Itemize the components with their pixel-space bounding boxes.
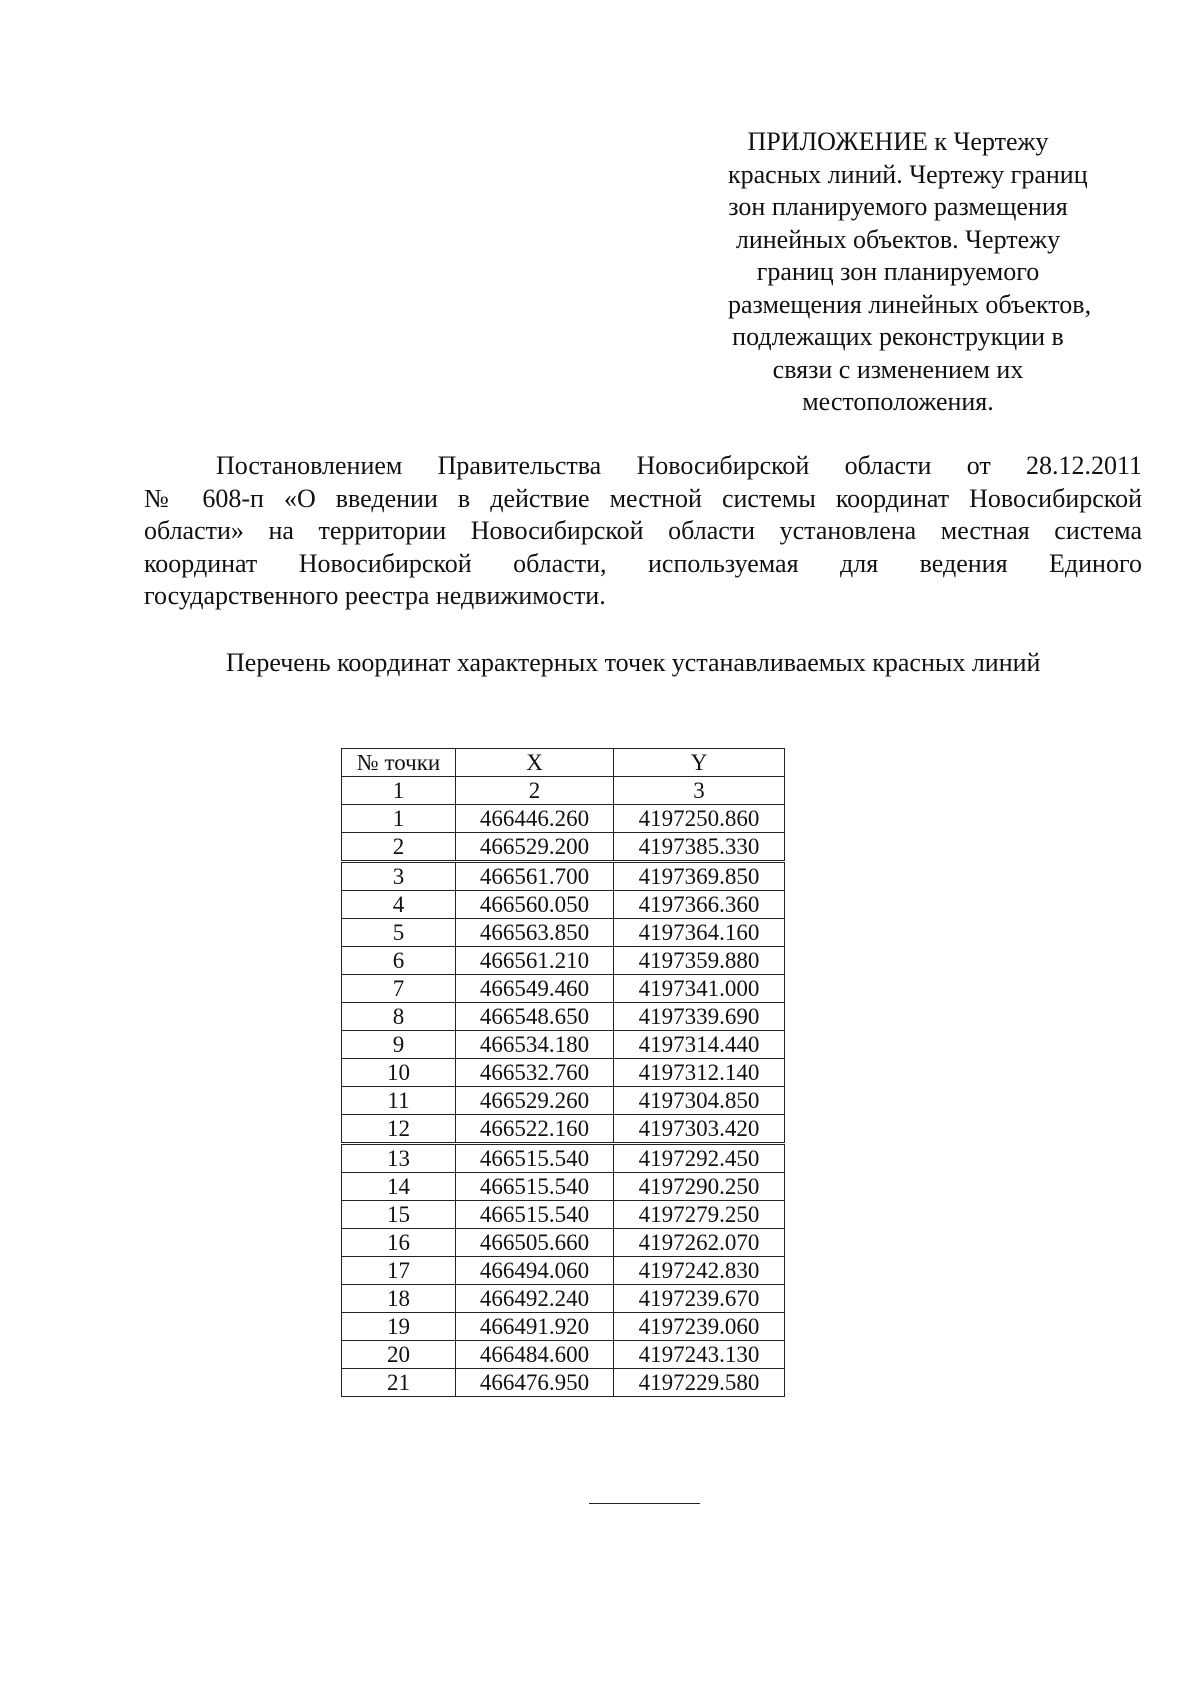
table-row	[342, 1059, 785, 1087]
x-coordinate-cell: 466492.240	[456, 1285, 614, 1313]
point-number-cell: 5	[342, 919, 456, 947]
appendix-line: зон планируемого размещения	[728, 192, 1068, 221]
point-number-cell: 3	[342, 862, 456, 891]
table-row	[342, 1369, 785, 1397]
point-number-cell: 19	[342, 1313, 456, 1341]
y-coordinate-cell: 4197385.330	[614, 833, 785, 862]
appendix-heading	[728, 126, 1092, 419]
x-coordinate-cell: 466563.850	[456, 919, 614, 947]
point-number-cell: 9	[342, 1031, 456, 1059]
coordinates-list-title: Перечень координат характерных точек устанавливаемых красных линий	[226, 648, 1041, 677]
y-coordinate-cell: 4197364.160	[614, 919, 785, 947]
body-paragraph	[144, 450, 1142, 613]
x-coordinate-cell: 466534.180	[456, 1031, 614, 1059]
table-row	[342, 1144, 785, 1173]
y-coordinate-cell: 4197242.830	[614, 1257, 785, 1285]
x-coordinate-cell: 466549.460	[456, 975, 614, 1003]
point-number-cell: 1	[342, 805, 456, 833]
coordinates-table	[341, 748, 785, 1397]
y-coordinate-cell: 4197292.450	[614, 1144, 785, 1173]
paragraph-line: № 608-п «О введении в действие местной системы координат Новосибирской	[144, 483, 1142, 513]
end-divider-line	[589, 1503, 700, 1504]
y-coordinate-cell: 4197229.580	[614, 1369, 785, 1397]
point-number-cell: 18	[342, 1285, 456, 1313]
y-coordinate-cell: 4197312.140	[614, 1059, 785, 1087]
point-number-cell: 4	[342, 891, 456, 919]
x-coordinate-cell: 466476.950	[456, 1369, 614, 1397]
table-row	[342, 1201, 785, 1229]
numbering-cell: 1	[342, 777, 456, 805]
appendix-line: красных линий. Чертежу границ	[728, 159, 1088, 189]
y-coordinate-cell: 4197250.860	[614, 805, 785, 833]
point-number-cell: 21	[342, 1369, 456, 1397]
appendix-line: подлежащих реконструкции в	[732, 322, 1064, 351]
x-coordinate-cell: 466515.540	[456, 1201, 614, 1229]
table-row	[342, 833, 785, 862]
table-row	[342, 1003, 785, 1031]
table-header-row	[342, 749, 785, 777]
x-coordinate-cell: 466529.260	[456, 1087, 614, 1115]
point-number-cell: 7	[342, 975, 456, 1003]
y-coordinate-cell: 4197314.440	[614, 1031, 785, 1059]
x-coordinate-cell: 466560.050	[456, 891, 614, 919]
appendix-line: границ зон планируемого	[756, 257, 1040, 286]
point-number-cell: 15	[342, 1201, 456, 1229]
numbering-cell: 2	[456, 777, 614, 805]
x-coordinate-cell: 466446.260	[456, 805, 614, 833]
table-row	[342, 1285, 785, 1313]
table-row	[342, 862, 785, 891]
table-row	[342, 1257, 785, 1285]
y-coordinate-cell: 4197339.690	[614, 1003, 785, 1031]
appendix-line: линейных объектов. Чертежу	[735, 224, 1061, 254]
paragraph-line: координат Новосибирской области, используемая для ведения Единого	[144, 548, 1142, 578]
y-coordinate-cell: 4197304.850	[614, 1087, 785, 1115]
x-coordinate-cell: 466529.200	[456, 833, 614, 862]
paragraph-line: Постановлением Правительства Новосибирской области от 28.12.2011	[216, 451, 1142, 480]
table-row	[342, 805, 785, 833]
table-row	[342, 947, 785, 975]
x-coordinate-cell: 466491.920	[456, 1313, 614, 1341]
y-coordinate-cell: 4197262.070	[614, 1229, 785, 1257]
table-row	[342, 891, 785, 919]
y-coordinate-cell: 4197239.060	[614, 1313, 785, 1341]
x-coordinate-cell: 466548.650	[456, 1003, 614, 1031]
numbering-cell: 3	[614, 777, 785, 805]
table-row	[342, 1341, 785, 1369]
x-coordinate-cell: 466532.760	[456, 1059, 614, 1087]
table-numbering-row	[342, 777, 785, 805]
table-row	[342, 919, 785, 947]
point-number-cell: 2	[342, 833, 456, 862]
point-number-cell: 14	[342, 1173, 456, 1201]
point-number-cell: 20	[342, 1341, 456, 1369]
header-point-number: № точки	[342, 749, 456, 777]
x-coordinate-cell: 466522.160	[456, 1115, 614, 1144]
y-coordinate-cell: 4197359.880	[614, 947, 785, 975]
table-row	[342, 1173, 785, 1201]
x-coordinate-cell: 466484.600	[456, 1341, 614, 1369]
y-coordinate-cell: 4197303.420	[614, 1115, 785, 1144]
appendix-line: размещения линейных объектов,	[728, 289, 1092, 319]
appendix-line: связи с изменением их	[772, 354, 1024, 384]
point-number-cell: 13	[342, 1144, 456, 1173]
point-number-cell: 12	[342, 1115, 456, 1144]
table-row	[342, 1229, 785, 1257]
header-y: Y	[614, 749, 785, 777]
y-coordinate-cell: 4197341.000	[614, 975, 785, 1003]
y-coordinate-cell: 4197369.850	[614, 862, 785, 891]
table-row	[342, 1115, 785, 1144]
paragraph-line: области» на территории Новосибирской области установлена местная система	[144, 516, 1142, 545]
table-row	[342, 1087, 785, 1115]
table-row	[342, 1313, 785, 1341]
point-number-cell: 6	[342, 947, 456, 975]
appendix-line: ПРИЛОЖЕНИЕ к Чертежу	[747, 127, 1049, 156]
y-coordinate-cell: 4197290.250	[614, 1173, 785, 1201]
x-coordinate-cell: 466494.060	[456, 1257, 614, 1285]
header-x: X	[456, 749, 614, 777]
y-coordinate-cell: 4197239.670	[614, 1285, 785, 1313]
point-number-cell: 17	[342, 1257, 456, 1285]
x-coordinate-cell: 466561.210	[456, 947, 614, 975]
y-coordinate-cell: 4197243.130	[614, 1341, 785, 1369]
point-number-cell: 11	[342, 1087, 456, 1115]
x-coordinate-cell: 466561.700	[456, 862, 614, 891]
paragraph-line: государственного реестра недвижимости.	[144, 581, 606, 610]
point-number-cell: 8	[342, 1003, 456, 1031]
x-coordinate-cell: 466505.660	[456, 1229, 614, 1257]
point-number-cell: 10	[342, 1059, 456, 1087]
table-row	[342, 1031, 785, 1059]
point-number-cell: 16	[342, 1229, 456, 1257]
appendix-line: местоположения.	[802, 387, 994, 416]
y-coordinate-cell: 4197366.360	[614, 891, 785, 919]
y-coordinate-cell: 4197279.250	[614, 1201, 785, 1229]
x-coordinate-cell: 466515.540	[456, 1173, 614, 1201]
x-coordinate-cell: 466515.540	[456, 1144, 614, 1173]
table-row	[342, 975, 785, 1003]
